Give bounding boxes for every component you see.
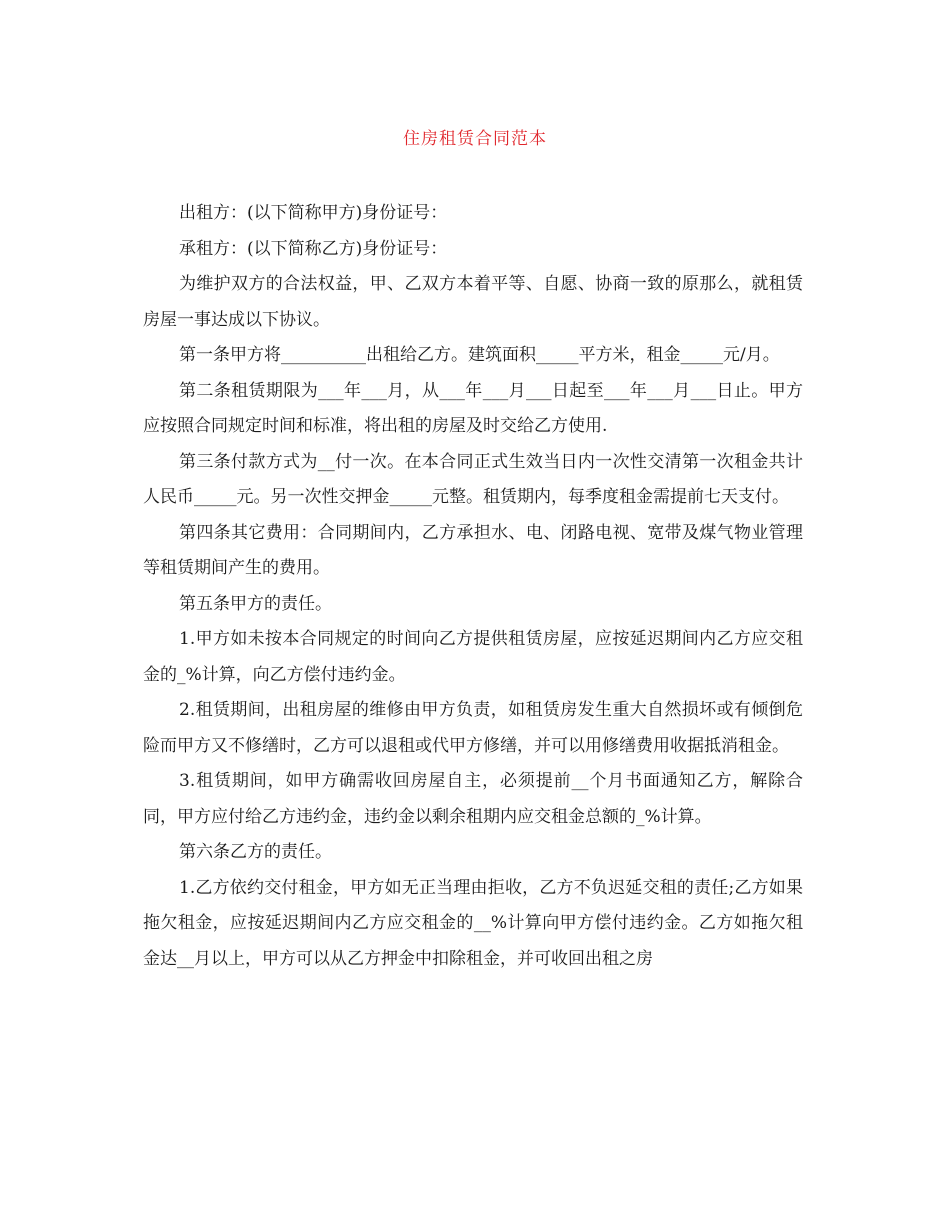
paragraph-preamble: 为维护双方的合法权益，甲、乙双方本着平等、自愿、协商一致的原那么，就租赁房屋一事达成以下协议。 bbox=[143, 274, 803, 330]
paragraph-article-2: 第二条租赁期限为___年___月，从___年___月___日起至___年___月___日止。甲方应按照合同规定时间和标准，将出租的房屋及时交给乙方使用. bbox=[143, 380, 803, 436]
document-body bbox=[143, 196, 803, 977]
paragraph-lessor: 出租方：(以下简称甲方)身份证号： bbox=[179, 203, 448, 223]
paragraph-article-5-item-2: 2.租赁期间，出租房屋的维修由甲方负责，如租赁房发生重大自然损坏或有倾倒危险而甲方又不修缮时，乙方可以退租或代甲方修缮，并可以用修缮费用收据抵消租金。 bbox=[143, 700, 803, 756]
paragraph-article-6-heading: 第六条乙方的责任。 bbox=[179, 842, 332, 862]
paragraph-article-6-item-1: 1.乙方依约交付租金，甲方如无正当理由拒收，乙方不负迟延交租的责任;乙方如果拖欠租金，应按延迟期间内乙方应交租金的__%计算向甲方偿付违约金。乙方如拖欠租金达__月以上，甲方可以从乙方押金中扣除租金，并可收回出租之房 bbox=[143, 877, 803, 969]
paragraph-lessee: 承租方：(以下简称乙方)身份证号： bbox=[179, 238, 448, 259]
paragraph-article-4: 第四条其它费用：合同期间内，乙方承担水、电、闭路电视、宽带及煤气物业管理等租赁期间产生的费用。 bbox=[143, 522, 803, 578]
document-title: 住房租赁合同范本 bbox=[403, 129, 547, 149]
paragraph-article-5-item-3: 3.租赁期间，如甲方确需收回房屋自主，必须提前__个月书面通知乙方，解除合同，甲方应付给乙方违约金，违约金以剩余租期内应交租金总额的_%计算。 bbox=[143, 771, 803, 827]
paragraph-article-5-item-1: 1.甲方如未按本合同规定的时间向乙方提供租赁房屋，应按延迟期间内乙方应交租金的_%计算，向乙方偿付违约金。 bbox=[143, 629, 803, 685]
paragraph-article-5-heading: 第五条甲方的责任。 bbox=[179, 593, 332, 614]
paragraph-article-1: 第一条甲方将__________出租给乙方。建筑面积_____平方米，租金_____元/月。 bbox=[179, 345, 780, 365]
paragraph-article-3: 第三条付款方式为__付一次。在本合同正式生效当日内一次性交清第一次租金共计人民币_____元。另一次性交押金_____元整。租赁期内，每季度租金需提前七天支付。 bbox=[143, 451, 803, 507]
